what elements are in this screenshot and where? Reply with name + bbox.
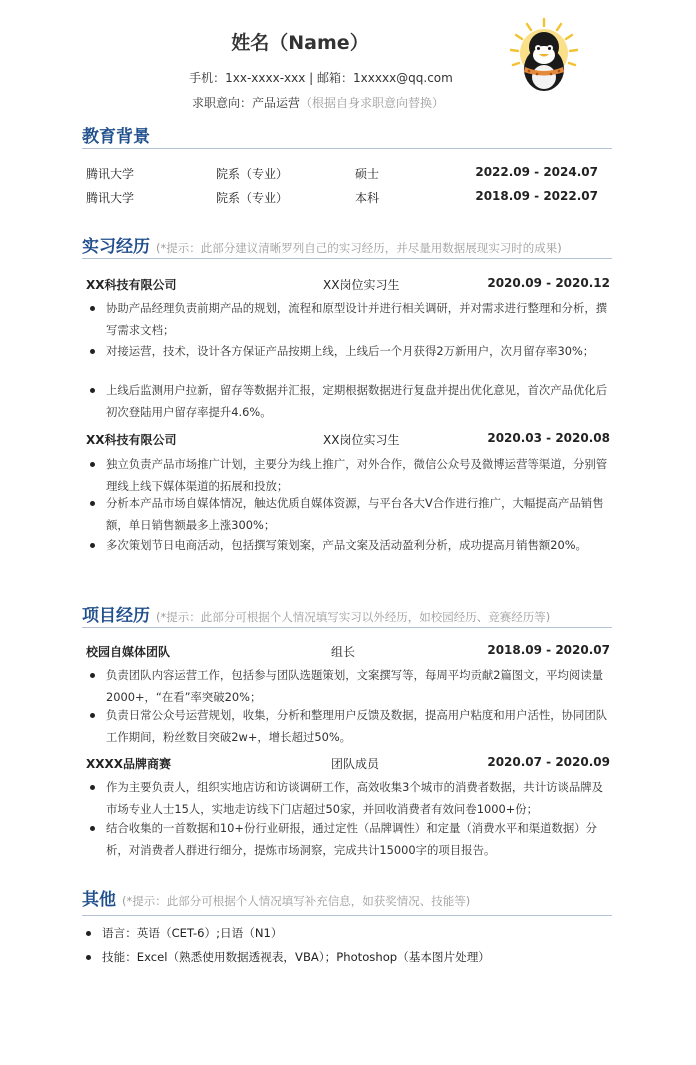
list-item <box>90 535 610 557</box>
degree: 硕士 <box>355 167 380 181</box>
education-title: 教育背景 <box>82 127 150 147</box>
company-name: XX科技有限公司 <box>86 433 177 447</box>
section-title-projects <box>82 601 550 626</box>
project-name: 校园自媒体团队 <box>86 645 171 659</box>
school-name: 腾讯大学 <box>86 191 135 205</box>
date-range: 2020.09 - 2020.12 <box>487 276 610 290</box>
bullet-text: 技能：Excel（熟悉使用数据透视表，VBA）；Photoshop（基本图片处理） <box>102 950 490 964</box>
bullet-icon <box>90 501 95 506</box>
other-title: 其他 <box>82 890 116 910</box>
contact-line: 手机：1xx-xxxx-xxx | 邮箱：1xxxxx@qq.com <box>189 71 453 85</box>
bullet-icon <box>90 388 95 393</box>
experience-header <box>86 643 610 661</box>
bullet-icon <box>90 543 95 548</box>
projects-title: 项目经历 <box>82 606 150 626</box>
experience-header <box>86 755 610 773</box>
bullet-icon <box>90 349 95 354</box>
section-divider <box>82 258 612 259</box>
job-intent-label: 求职意向：产品运营 <box>191 96 300 110</box>
bullet-text: 上线后监测用户拉新，留存等数据并汇报，定期根据数据进行复盘并提出优化意见，首次产品优化后初次登陆用户留存率提升4.6%。 <box>106 383 608 419</box>
list-item <box>90 665 610 708</box>
list-item <box>90 818 610 861</box>
bullet-text: 语言：英语（CET-6）;日语（N1） <box>102 926 283 940</box>
education-row <box>86 165 610 183</box>
list-item <box>90 298 610 341</box>
project-role: 团队成员 <box>331 757 380 771</box>
other-hint: (*提示：此部分可根据个人情况填写补充信息，如获奖情况、技能等) <box>122 894 471 908</box>
list-item <box>90 705 610 748</box>
project-role: 组长 <box>331 645 356 659</box>
date-range: 2018.09 - 2020.07 <box>487 643 610 657</box>
list-item <box>86 925 606 941</box>
bullet-icon <box>90 462 95 467</box>
school-name: 腾讯大学 <box>86 167 135 181</box>
bullet-text: 负责日常公众号运营规划，收集，分析和整理用户反馈及数据，提高用户粘度和用户活性，协同团队工作期间，粉丝数目突破2w+，增长超过50%。 <box>106 708 608 744</box>
degree: 本科 <box>355 191 380 205</box>
education-row <box>86 189 610 207</box>
bullet-text: 负责团队内容运营工作，包括参与团队选题策划，文案撰写等，每周平均贡献2篇图文，平均阅读量2000+，“在看”率突破20%； <box>106 668 604 704</box>
internship-hint: (*提示：此部分建议清晰罗列自己的实习经历，并尽量用数据展现实习时的成果) <box>156 241 562 255</box>
bullet-icon <box>90 785 95 790</box>
list-item <box>90 493 610 536</box>
section-title-education <box>82 122 150 147</box>
bullet-text: 对接运营，技术，设计各方保证产品按期上线，上线后一个月获得2万新用户，次月留存率30%； <box>106 344 595 358</box>
bullet-text: 多次策划节日电商活动，包括撰写策划案，产品文案及活动盈利分析，成功提高月销售额20%。 <box>106 538 587 552</box>
bullet-icon <box>86 931 91 936</box>
section-divider <box>82 627 612 628</box>
date-range: 2020.03 - 2020.08 <box>487 431 610 445</box>
section-title-other <box>82 885 470 910</box>
bullet-icon <box>86 955 91 960</box>
section-divider <box>82 148 612 149</box>
page-title: 姓名（Name） <box>231 32 369 54</box>
project-name: XXXX品牌商赛 <box>86 757 172 771</box>
bullet-icon <box>90 673 95 678</box>
section-divider <box>82 915 612 916</box>
bullet-text: 独立负责产品市场推广计划，主要分为线上推广，对外合作，微信公众号及微博运营等渠道，分别管理线上线下媒体渠道的拓展和投放； <box>106 457 608 493</box>
section-title-internship <box>82 232 562 257</box>
list-item <box>90 454 610 497</box>
bullet-icon <box>90 826 95 831</box>
list-item <box>90 777 610 820</box>
job-intent-line <box>0 94 636 111</box>
bullet-text: 作为主要负责人，组织实地店访和访谈调研工作，高效收集3个城市的消费者数据，共计访谈品牌及市场专业人士15人，实地走访线下门店超过50家，并回收消费者有效问卷1000+份； <box>106 780 604 816</box>
internship-title: 实习经历 <box>82 237 150 257</box>
department: 院系（专业） <box>216 191 289 205</box>
job-role: XX岗位实习生 <box>323 278 400 292</box>
job-role: XX岗位实习生 <box>323 433 400 447</box>
bullet-text: 协助产品经理负责前期产品的规划，流程和原型设计并进行相关调研，并对需求进行整理和分析，撰写需求文档； <box>106 301 608 337</box>
date-range: 2020.07 - 2020.09 <box>487 755 610 769</box>
bullet-icon <box>90 713 95 718</box>
list-item <box>90 341 610 363</box>
penguin-avatar-icon <box>507 17 581 95</box>
experience-header <box>86 276 610 294</box>
experience-header <box>86 431 610 449</box>
date-range: 2018.09 - 2022.07 <box>475 189 598 203</box>
job-intent-hint: （根据自身求职意向替换） <box>300 96 445 110</box>
projects-hint: (*提示：此部分可根据个人情况填写实习以外经历，如校园经历、竞赛经历等) <box>156 610 551 624</box>
bullet-text: 结合收集的一首数据和10+份行业研报，通过定性（品牌调性）和定量（消费水平和渠道数据）分析，对消费者人群进行细分，提炼市场洞察，完成共计15000字的项目报告。 <box>106 821 598 857</box>
bullet-icon <box>90 306 95 311</box>
company-name: XX科技有限公司 <box>86 278 177 292</box>
bullet-text: 分析本产品市场自媒体情况，触达优质自媒体资源，与平台各大V合作进行推广，大幅提高产品销售额，单日销售额最多上涨300%； <box>106 496 604 532</box>
list-item <box>86 949 606 965</box>
department: 院系（专业） <box>216 167 289 181</box>
date-range: 2022.09 - 2024.07 <box>475 165 598 179</box>
list-item <box>90 380 610 423</box>
